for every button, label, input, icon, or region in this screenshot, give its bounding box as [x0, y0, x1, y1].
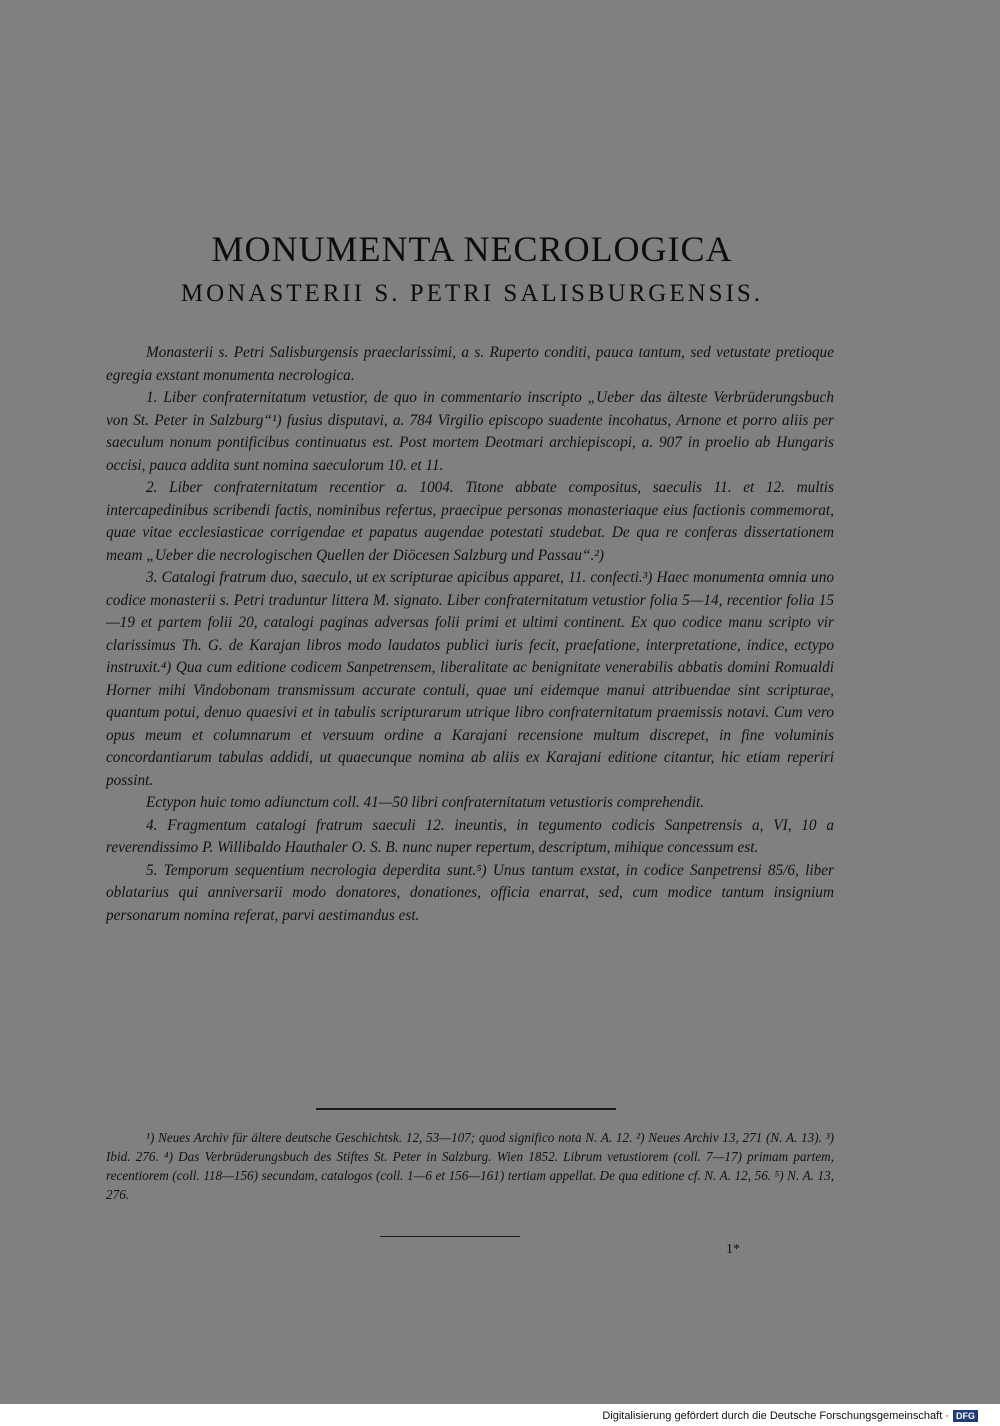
page-subtitle: MONASTERII S. PETRI SALISBURGENSIS. — [180, 280, 764, 307]
footnote-separator — [316, 1108, 616, 1110]
body-text — [106, 342, 834, 927]
bottom-rule — [380, 1236, 520, 1237]
page-number: 1* — [726, 1242, 740, 1257]
credit-line — [602, 1409, 978, 1423]
paragraph-1: 1. Liber confraternitatum vetustior, de quo in commentario inscripto „Ueber das älteste Verbrüderungsbuch von St. Peter in Salzburg“¹) fusius disputavi, a. 784 Virgilio episcopo suadente incohatus, Arnone et porro aliis per saeculum nonum pontificibus continuatus est. Post mortem Deotmari archiepiscopi, a. 907 in proelio ab Hungaris occisi, pauca addita sunt nomina saeculorum 10. et 11. — [106, 389, 834, 474]
dfg-logo: DFG — [953, 1410, 978, 1422]
paragraph-5: 5. Temporum sequentium necrologia deperdita sunt.⁵) Unus tantum exstat, in codice Sanpetrensi 85/6, liber oblatarius qui anniversarii modo donatores, donationes, officia enarrat, sed, cum modice tantum insignium personarum nomina referat, parvi aestimandus est. — [106, 861, 834, 924]
credit-text: Digitalisierung gefördert durch die Deutsche Forschungsgemeinschaft · — [602, 1410, 949, 1422]
paragraph-intro: Monasterii s. Petri Salisburgensis praeclarissimi, a s. Ruperto conditi, pauca tantum, sed vetustate pretioque egregia exstant monumenta necrologica. — [106, 344, 834, 384]
page-title: MONUMENTA NECROLOGICA — [211, 229, 733, 269]
footnote-text: ¹) Neues Archiv für ältere deutsche Geschichtsk. 12, 53—107; quod significo nota N. A. 12. ²) Neues Archiv 13, 271 (N. A. 13). ³) Ibid. 276. ⁴) Das Verbrüderungsbuch des Stiftes St. Peter in Salzburg. Wien 1852. Librum vetustiorem (coll. 7—17) primam partem, recentiorem (coll. 118—156) secundam, catalogos (coll. 1—6 et 156—161) tertiam appellat. De qua editione cf. N. A. 12, 56. ⁵) N. A. 13, 276. — [106, 1130, 834, 1202]
footnotes — [106, 1128, 834, 1204]
paragraph-4: 4. Fragmentum catalogi fratrum saeculi 12. ineuntis, in tegumento codicis Sanpetrensis a, VI, 10 a reverendissimo P. Willibaldo Hauthaler O. S. B. nunc nuper repertum, descriptum, mihique concessum est. — [106, 816, 834, 856]
paragraph-ectypon: Ectypon huic tomo adiunctum coll. 41—50 libri confraternitatum vetustioris comprehendit. — [146, 794, 705, 811]
paragraph-3: 3. Catalogi fratrum duo, saeculo, ut ex scripturae apicibus apparet, 11. confecti.³) Haec monumenta omnia uno codice monasterii s. Petri traduntur littera M. signato. Liber confraternitatum vetustior folia 5—14, recentior folia 15—19 et partem folii 20, catalogi paginas adversas folii primi et ultimi continent. Ex quo codice manu scripto vir clarissimus Th. G. de Karajan libros modo laudatos publici iuris fecit, praefatione, interpretatione, indice, ectypo instruxit.⁴) Qua cum editione codicem Sanpetrensem, liberalitate ac benignitate venerabilis abbatis domini Romualdi Horner mihi Vindobonam transmissum accurate contuli, quae uni eidemque manui attribuendae sint scripturae, quantum potui, denuo quaesivi et in tabulis scripturarum utrique libro confraternitatum praemissis notavi. Cum vero opus meum et columnarum et versuum ordine a Karajani recensione multum discrepet, in fine voluminis concordantiarum tabulas addidi, ut quaecunque nomina ab aliis ex Karajani editione citantur, hic etiam reperiri possint. — [106, 569, 834, 789]
paragraph-2: 2. Liber confraternitatum recentior a. 1004. Titone abbate compositus, saeculis 11. et 12. multis intercapedinibus scribendi factis, nominibus refertus, praecipue personas monasteriaque eius factionis commemorat, quae vitae ecclesiasticae corrigendae et papatus augendae potestati studebat. De qua re conferas dissertationem meam „Ueber die necrologischen Quellen der Diöcesen Salzburg und Passau“.²) — [106, 479, 834, 564]
